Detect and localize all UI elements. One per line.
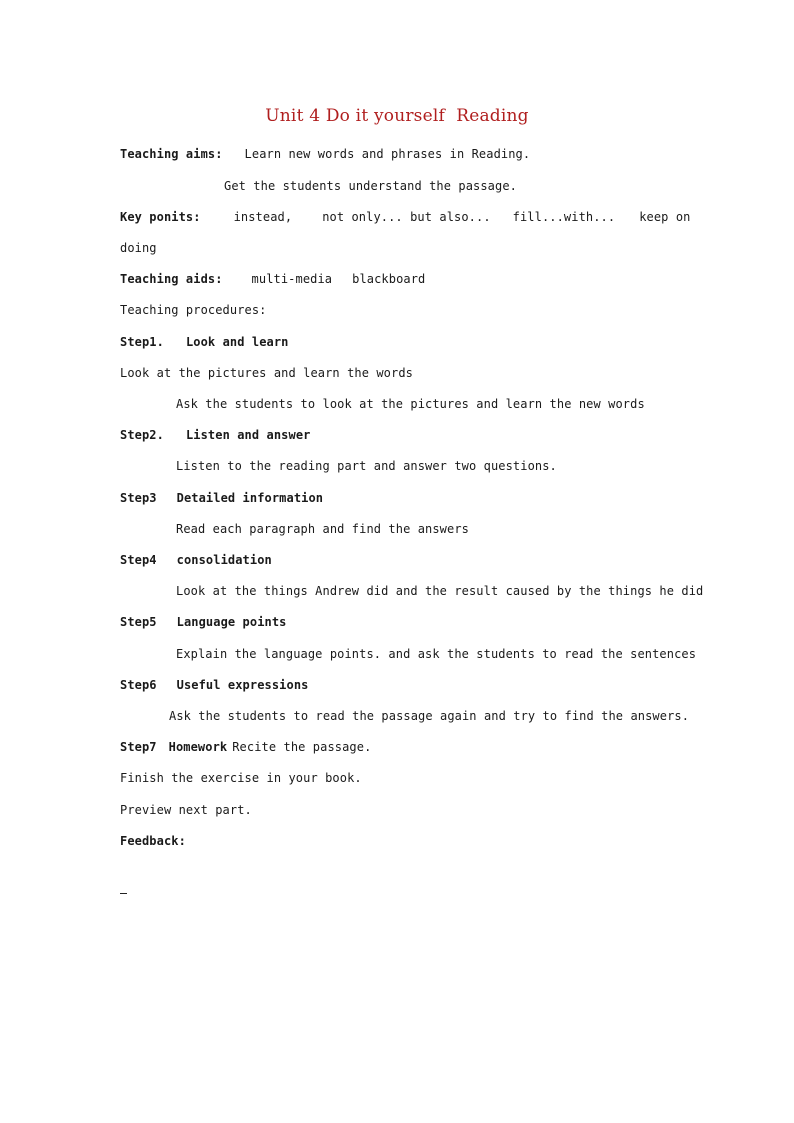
step-title: Language points xyxy=(176,615,287,629)
step-3-line-1: Read each paragraph and find the answers xyxy=(176,522,469,536)
step-label: Step1. xyxy=(120,335,164,349)
step-title: Detailed information xyxy=(176,491,324,505)
key-points-row xyxy=(120,209,690,225)
step-5-heading xyxy=(120,614,287,630)
trailing-dash xyxy=(120,893,127,894)
aims-row xyxy=(120,146,530,162)
aims-line-2: Get the students understand the passage. xyxy=(224,179,517,193)
step-7-line-2: Preview next part. xyxy=(120,803,252,817)
key-points-continuation: doing xyxy=(120,241,157,255)
step-2-heading xyxy=(120,427,310,443)
aims-label: Teaching aims: xyxy=(120,147,223,161)
feedback-label: Feedback: xyxy=(120,834,186,848)
step-7-line-1: Finish the exercise in your book. xyxy=(120,771,362,785)
step-1-heading xyxy=(120,334,289,350)
step-1-line-1: Look at the pictures and learn the words xyxy=(120,366,413,380)
aims-line-1: Learn new words and phrases in Reading. xyxy=(244,147,531,161)
key-point-item: keep on xyxy=(639,210,691,224)
aids-label: Teaching aids: xyxy=(120,272,223,286)
step-label: Step3 xyxy=(120,491,157,505)
step-title: consolidation xyxy=(176,553,272,567)
step-4-heading xyxy=(120,552,272,568)
key-point-item: not only... but also... xyxy=(322,210,491,224)
step-5-line-1: Explain the language points. and ask the students to read the sentences xyxy=(176,647,697,661)
step-6-line-1: Ask the students to read the passage again and try to find the answers. xyxy=(169,709,690,723)
step-7-inline-text: Recite the passage. xyxy=(232,740,372,754)
procedures-label: Teaching procedures: xyxy=(120,303,267,317)
step-2-line-1: Listen to the reading part and answer two questions. xyxy=(176,459,557,473)
step-7-heading xyxy=(120,739,371,755)
document-title: Unit 4 Do it yourself Reading xyxy=(265,106,529,126)
step-4-line-1: Look at the things Andrew did and the result caused by the things he did xyxy=(176,584,704,598)
aid-item: blackboard xyxy=(352,272,426,286)
step-title: Homework xyxy=(168,740,228,754)
step-label: Step2. xyxy=(120,428,164,442)
key-point-item: instead, xyxy=(233,210,293,224)
aids-row xyxy=(120,271,425,287)
step-label: Step7 xyxy=(120,740,157,754)
step-label: Step6 xyxy=(120,678,157,692)
step-title: Useful expressions xyxy=(176,678,309,692)
step-title: Listen and answer xyxy=(185,428,311,442)
step-label: Step4 xyxy=(120,553,157,567)
step-title: Look and learn xyxy=(185,335,289,349)
key-point-item: fill...with... xyxy=(512,210,616,224)
key-points-label: Key ponits: xyxy=(120,210,201,224)
aid-item: multi-media xyxy=(251,272,333,286)
step-6-heading xyxy=(120,677,308,693)
step-1-line-2: Ask the students to look at the pictures and learn the new words xyxy=(176,397,645,411)
step-3-heading xyxy=(120,490,323,506)
step-label: Step5 xyxy=(120,615,157,629)
